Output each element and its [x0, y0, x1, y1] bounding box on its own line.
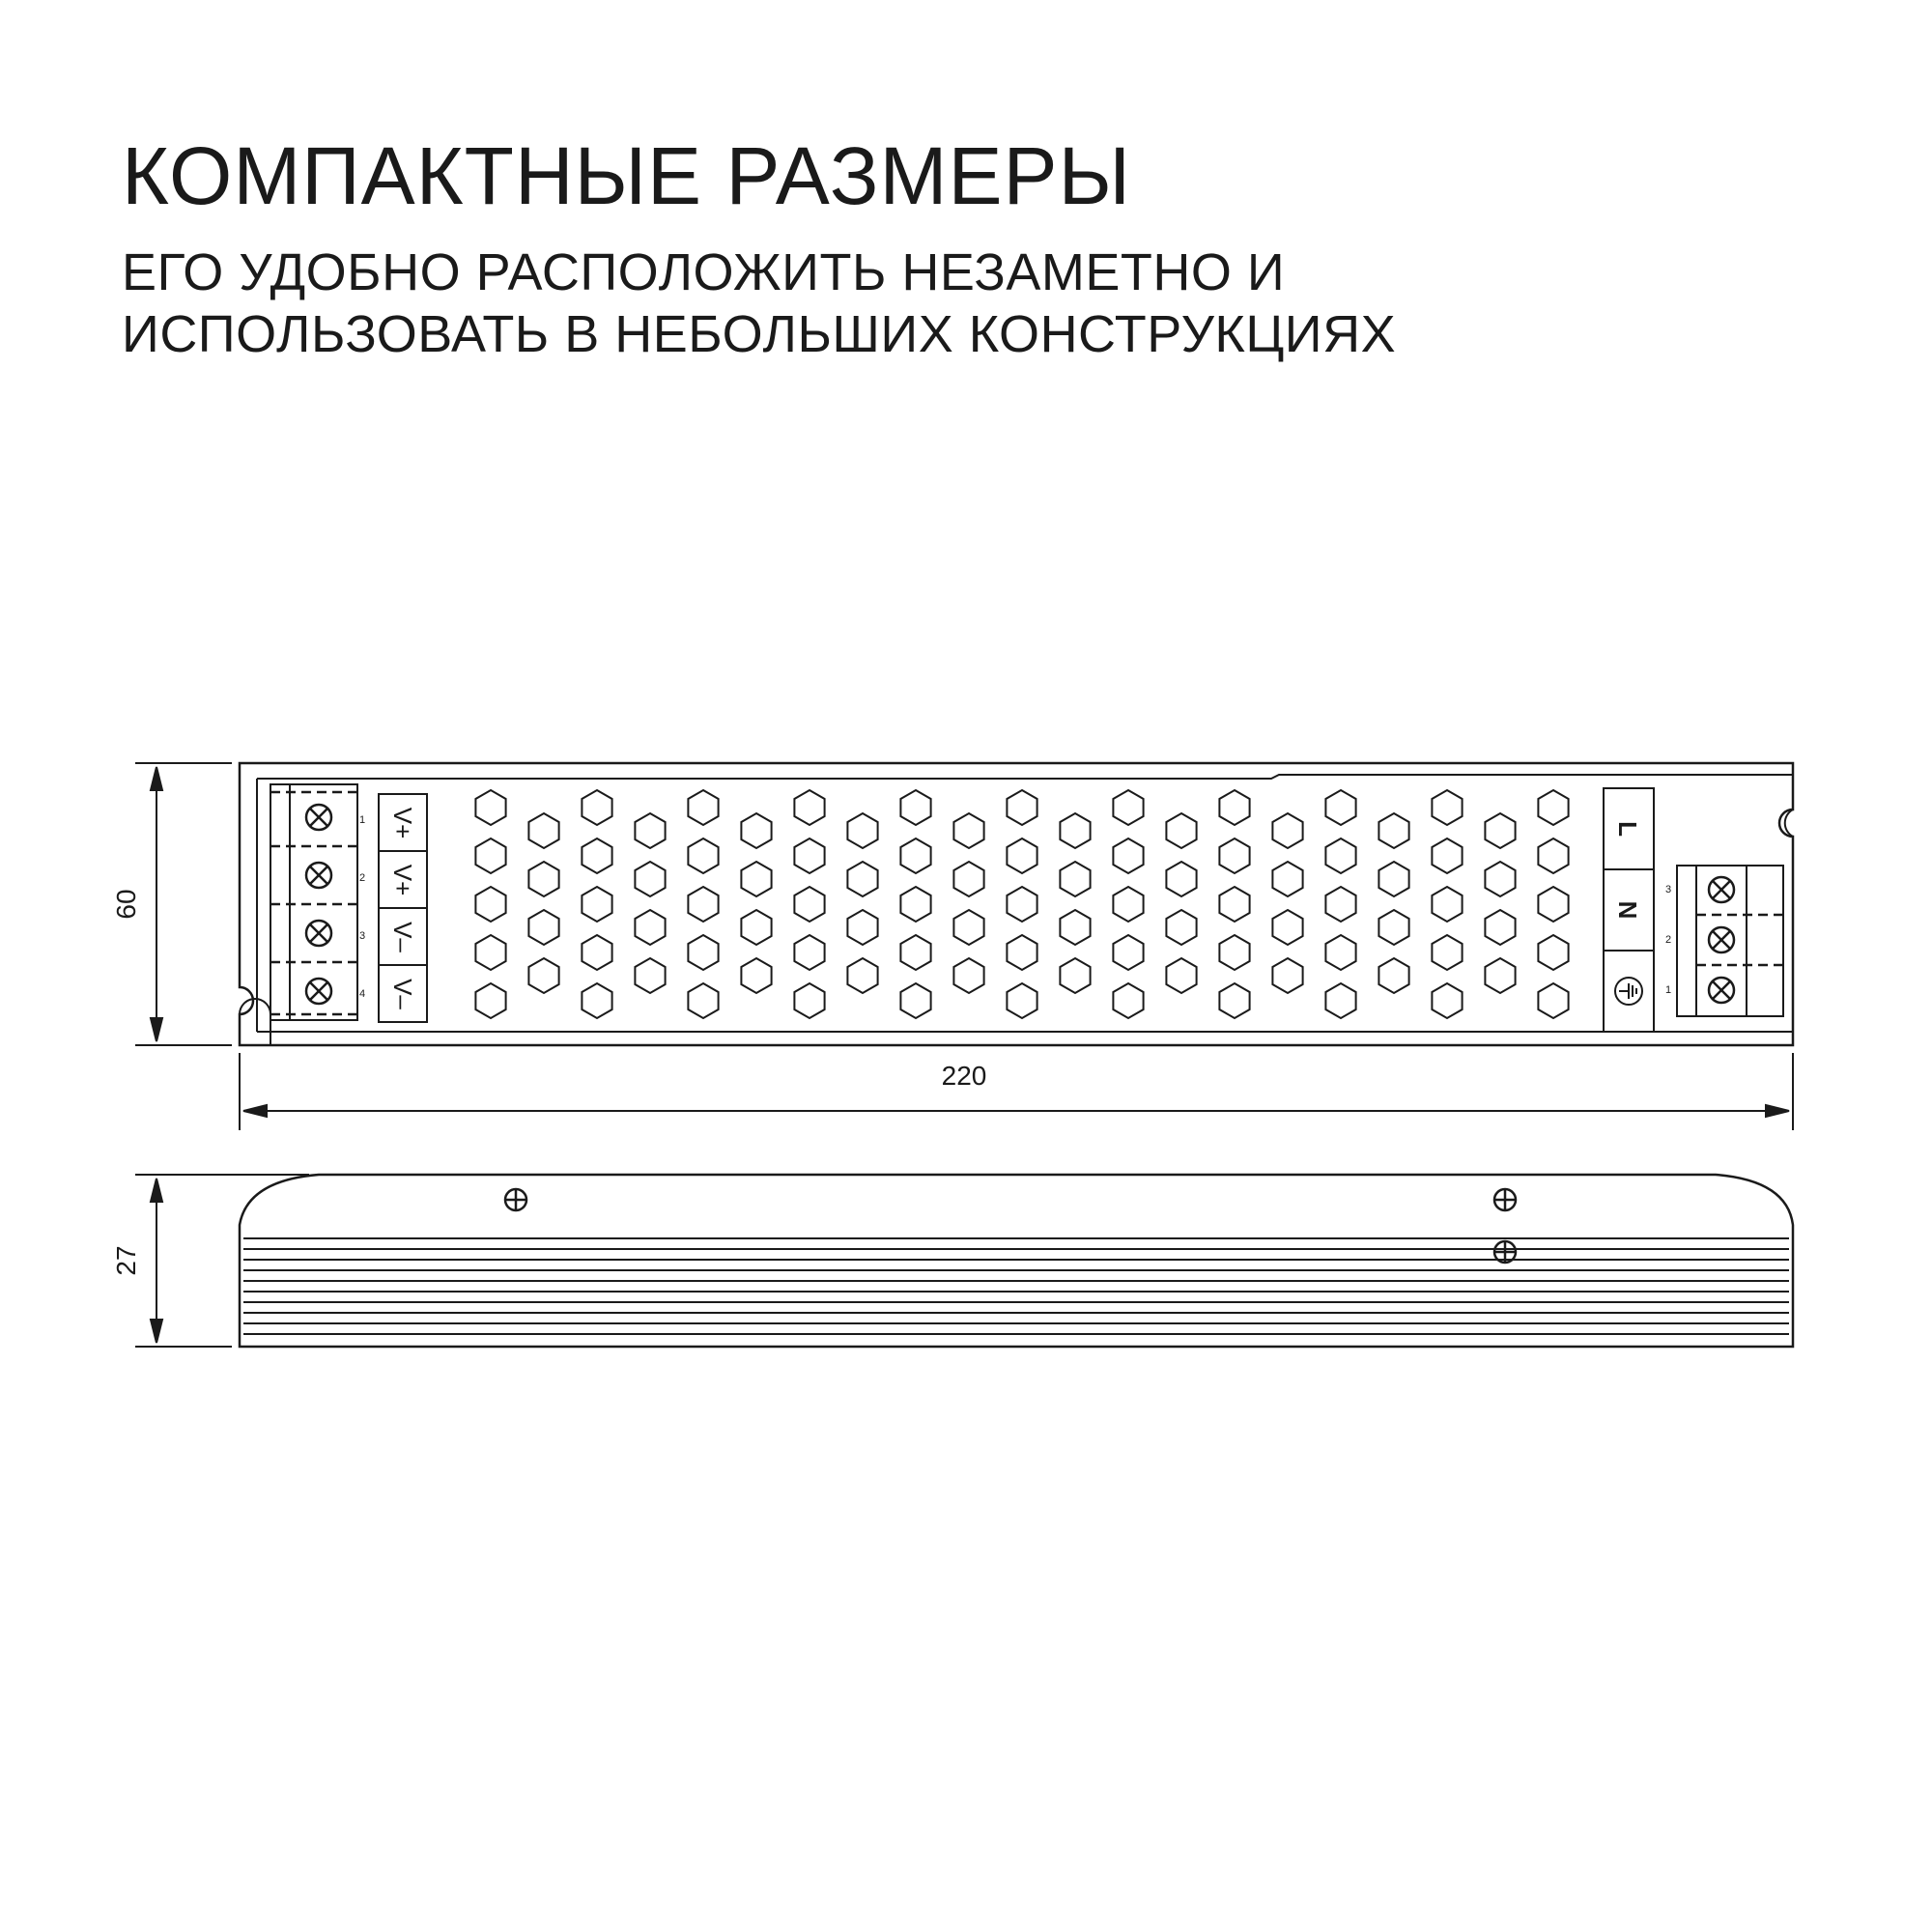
vent-hole — [1325, 887, 1355, 922]
vent-hole — [475, 887, 505, 922]
vent-hole — [635, 910, 665, 945]
output-terminal-block — [270, 784, 357, 1020]
vent-hole — [900, 838, 930, 873]
input-label-l: L — [1613, 821, 1642, 837]
vent-hole — [1272, 910, 1302, 945]
vent-hole — [1432, 935, 1462, 970]
vent-hole — [1325, 790, 1355, 825]
vent-hole — [741, 813, 771, 848]
height-dimension — [135, 763, 232, 1045]
vent-hole — [794, 838, 824, 873]
input-label-n: N — [1613, 900, 1642, 920]
terminal-screw — [306, 921, 331, 946]
vent-hole — [1378, 862, 1408, 896]
vent-hole — [1007, 983, 1037, 1018]
height-label: 60 — [111, 889, 141, 920]
vent-hole — [1166, 958, 1196, 993]
vent-hole — [1166, 910, 1196, 945]
vent-hole — [847, 813, 877, 848]
mounting-slot-left — [240, 999, 270, 1045]
vent-hole — [953, 910, 983, 945]
output-label-3: V– — [388, 922, 417, 952]
vent-hole — [1166, 862, 1196, 896]
terminal-screw — [306, 805, 331, 830]
vent-hole — [1485, 862, 1515, 896]
vent-hole — [794, 983, 824, 1018]
vent-hole — [528, 862, 558, 896]
vent-hole — [900, 983, 930, 1018]
width-dimension — [240, 1053, 1793, 1130]
vent-hole — [1378, 813, 1408, 848]
mounting-slot-right — [1785, 810, 1793, 837]
vent-hole — [1538, 838, 1568, 873]
vent-hole — [688, 838, 718, 873]
vent-hole — [1485, 958, 1515, 993]
vent-hole — [741, 862, 771, 896]
vent-hole — [953, 813, 983, 848]
vent-hole — [1113, 935, 1143, 970]
vent-hole — [1219, 983, 1249, 1018]
vent-hole — [528, 910, 558, 945]
vent-hole — [1325, 983, 1355, 1018]
terminal-screw — [1709, 927, 1734, 952]
vent-hole — [1219, 838, 1249, 873]
vent-hole — [688, 790, 718, 825]
vent-hole — [741, 910, 771, 945]
vent-hole — [794, 887, 824, 922]
output-label-4: V– — [388, 979, 417, 1009]
input-number-2: 2 — [1665, 934, 1672, 946]
side-screw-1 — [505, 1189, 526, 1210]
vent-hole — [582, 887, 611, 922]
casing-inner-outline — [257, 775, 1793, 779]
side-screw-2 — [1494, 1189, 1516, 1210]
vent-hole — [1007, 790, 1037, 825]
vent-hole — [1113, 887, 1143, 922]
output-number-1: 1 — [359, 814, 366, 826]
input-number-3: 3 — [1665, 884, 1672, 895]
vent-hole — [1272, 862, 1302, 896]
vent-hole — [1485, 813, 1515, 848]
vent-hole — [528, 958, 558, 993]
ventilation-grid — [475, 790, 1568, 1018]
vent-hole — [582, 983, 611, 1018]
vent-hole — [794, 935, 824, 970]
vent-hole — [1538, 983, 1568, 1018]
vent-hole — [1007, 838, 1037, 873]
vent-hole — [1060, 813, 1090, 848]
depth-label: 27 — [111, 1245, 141, 1276]
vent-hole — [1007, 935, 1037, 970]
top-view — [240, 763, 1793, 1045]
vent-hole — [1060, 910, 1090, 945]
side-screw-3 — [1494, 1241, 1516, 1263]
terminal-screw — [1709, 877, 1734, 902]
output-number-3: 3 — [359, 930, 366, 942]
vent-hole — [1219, 935, 1249, 970]
subtitle-line-2: ИСПОЛЬЗОВАТЬ В НЕБОЛЬШИХ КОНСТРУКЦИЯХ — [122, 305, 1397, 363]
vent-hole — [1113, 983, 1143, 1018]
vent-hole — [1325, 935, 1355, 970]
vent-hole — [1538, 887, 1568, 922]
vent-hole — [900, 935, 930, 970]
vent-hole — [582, 935, 611, 970]
input-terminal-block — [1677, 866, 1783, 1016]
width-label: 220 — [941, 1061, 987, 1091]
vent-hole — [794, 790, 824, 825]
vent-hole — [1060, 958, 1090, 993]
output-label-2: V+ — [388, 864, 417, 896]
vent-hole — [1485, 910, 1515, 945]
casing-outline — [240, 763, 1793, 1045]
vent-hole — [475, 838, 505, 873]
vent-hole — [582, 838, 611, 873]
subtitle-line-1: ЕГО УДОБНО РАСПОЛОЖИТЬ НЕЗАМЕТНО И — [122, 243, 1286, 301]
output-number-4: 4 — [359, 988, 366, 1000]
vent-hole — [1325, 838, 1355, 873]
vent-hole — [582, 790, 611, 825]
vent-hole — [900, 790, 930, 825]
vent-hole — [1060, 862, 1090, 896]
vent-hole — [1378, 910, 1408, 945]
side-view — [240, 1175, 1793, 1347]
vent-hole — [847, 862, 877, 896]
output-label-1: V+ — [388, 807, 417, 839]
vent-hole — [1432, 887, 1462, 922]
output-number-2: 2 — [359, 872, 366, 884]
vent-hole — [741, 958, 771, 993]
terminal-screw — [1709, 978, 1734, 1003]
vent-hole — [900, 887, 930, 922]
vent-hole — [1272, 958, 1302, 993]
vent-hole — [688, 935, 718, 970]
input-number-1: 1 — [1665, 984, 1672, 996]
vent-hole — [847, 958, 877, 993]
vent-hole — [475, 983, 505, 1018]
vent-hole — [1219, 887, 1249, 922]
vent-hole — [953, 958, 983, 993]
vent-hole — [635, 862, 665, 896]
vent-hole — [635, 813, 665, 848]
vent-hole — [688, 983, 718, 1018]
vent-hole — [1538, 790, 1568, 825]
vent-hole — [953, 862, 983, 896]
vent-hole — [1432, 790, 1462, 825]
vent-hole — [1432, 838, 1462, 873]
terminal-screw — [306, 863, 331, 888]
vent-hole — [1219, 790, 1249, 825]
vent-hole — [1378, 958, 1408, 993]
vent-hole — [1272, 813, 1302, 848]
vent-hole — [688, 887, 718, 922]
page-title: КОМПАКТНЫЕ РАЗМЕРЫ — [122, 130, 1131, 221]
vent-hole — [475, 790, 505, 825]
vent-hole — [528, 813, 558, 848]
vent-hole — [847, 910, 877, 945]
vent-hole — [475, 935, 505, 970]
vent-hole — [1113, 838, 1143, 873]
vent-hole — [1007, 887, 1037, 922]
vent-hole — [1432, 983, 1462, 1018]
terminal-screw — [306, 979, 331, 1004]
vent-hole — [635, 958, 665, 993]
ground-icon — [1615, 978, 1642, 1005]
vent-hole — [1166, 813, 1196, 848]
vent-hole — [1538, 935, 1568, 970]
vent-hole — [1113, 790, 1143, 825]
